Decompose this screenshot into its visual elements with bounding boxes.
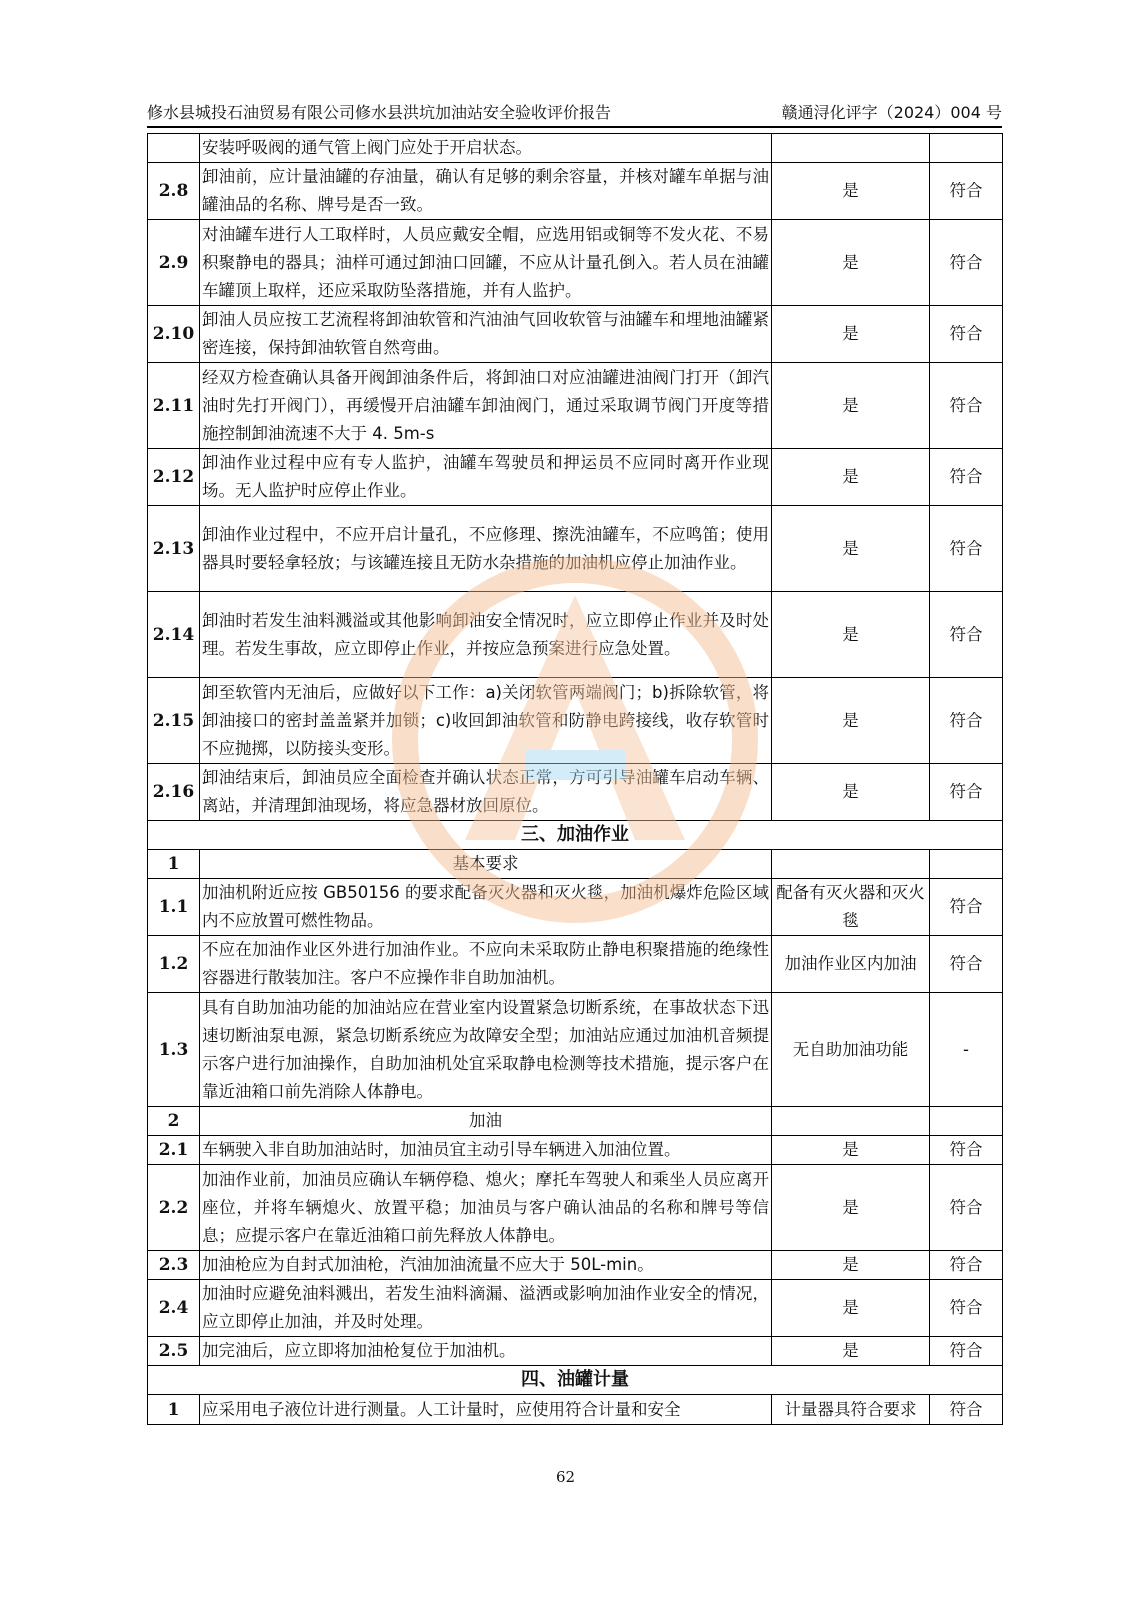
actual-situation: 是 — [772, 220, 930, 306]
item-number: 1.3 — [148, 993, 200, 1107]
item-number: 2.5 — [148, 1337, 200, 1366]
check-result: - — [930, 993, 1003, 1107]
table-row — [148, 306, 1003, 363]
item-number: 1 — [148, 850, 200, 879]
item-number: 2.15 — [148, 678, 200, 764]
requirement-text: 应采用电子液位计进行测量。人工计量时，应使用符合计量和安全 — [200, 1395, 772, 1425]
table-row — [148, 163, 1003, 220]
table-row — [148, 936, 1003, 993]
table-row — [148, 993, 1003, 1107]
actual-situation: 是 — [772, 506, 930, 592]
table-row — [148, 1251, 1003, 1280]
actual-situation: 是 — [772, 678, 930, 764]
item-number: 2.11 — [148, 363, 200, 449]
table-row — [148, 1395, 1003, 1425]
actual-situation: 是 — [772, 1280, 930, 1337]
requirement-text: 卸油作业过程中，不应开启计量孔，不应修理、擦洗油罐车，不应鸣笛；使用器具时要轻拿轻放；与该罐连接且无防水杂措施的加油机应停止加油作业。 — [200, 506, 772, 592]
actual-situation: 计量器具符合要求 — [772, 1395, 930, 1425]
requirement-text: 加油枪应为自封式加油枪，汽油加油流量不应大于 50L-min。 — [200, 1251, 772, 1280]
check-result: 符合 — [930, 1280, 1003, 1337]
item-number: 2.8 — [148, 163, 200, 220]
actual-situation — [772, 850, 930, 879]
requirement-text: 卸油前，应计量油罐的存油量，确认有足够的剩余容量，并核对罐车单据与油罐油品的名称、牌号是否一致。 — [200, 163, 772, 220]
table-row — [148, 449, 1003, 506]
requirement-text: 经双方检查确认具备开阀卸油条件后，将卸油口对应油罐进油阀门打开（卸汽油时先打开阀门），再缓慢开启油罐车卸油阀门，通过采取调节阀门开度等措施控制卸油流速不大于 4. 5m-s — [200, 363, 772, 449]
check-result: 符合 — [930, 506, 1003, 592]
subsection-title: 基本要求 — [200, 850, 772, 879]
item-number — [148, 134, 200, 163]
table-row — [148, 678, 1003, 764]
actual-situation: 配备有灭火器和灭火毯 — [772, 879, 930, 936]
table-row — [148, 592, 1003, 678]
report-number: 赣通浔化评字（2024）004 号 — [781, 103, 1002, 122]
table-row — [148, 1280, 1003, 1337]
subsection-row — [148, 1107, 1003, 1136]
requirement-text: 安装呼吸阀的通气管上阀门应处于开启状态。 — [200, 134, 772, 163]
item-number: 1.2 — [148, 936, 200, 993]
item-number: 2.3 — [148, 1251, 200, 1280]
page-number: 62 — [555, 1468, 576, 1486]
actual-situation — [772, 134, 930, 163]
table-row — [148, 363, 1003, 449]
requirement-text: 加油时应避免油料溅出，若发生油料滴漏、溢洒或影响加油作业安全的情况，应立即停止加油，并及时处理。 — [200, 1280, 772, 1337]
actual-situation: 是 — [772, 764, 930, 821]
requirement-text: 加油机附近应按 GB50156 的要求配备灭火器和灭火毯，加油机爆炸危险区域内不应放置可燃性物品。 — [200, 879, 772, 936]
actual-situation: 是 — [772, 1136, 930, 1165]
check-result: 符合 — [930, 449, 1003, 506]
item-number: 2.12 — [148, 449, 200, 506]
check-result: 符合 — [930, 1251, 1003, 1280]
requirement-text: 卸油结束后，卸油员应全面检查并确认状态正常，方可引导油罐车启动车辆、离站，并清理卸油现场，将应急器材放回原位。 — [200, 764, 772, 821]
report-title: 修水县城投石油贸易有限公司修水县洪坑加油站安全验收评价报告 — [147, 103, 612, 122]
requirement-text: 卸至软管内无油后，应做好以下工作：a)关闭软管两端阀门；b)拆除软管，将卸油接口的密封盖盖紧并加锁；c)收回卸油软管和防静电跨接线，收存软管时不应抛掷，以防接头变形。 — [200, 678, 772, 764]
section-title: 三、加油作业 — [148, 821, 1003, 850]
check-result: 符合 — [930, 220, 1003, 306]
actual-situation — [772, 1107, 930, 1136]
check-result: 符合 — [930, 1136, 1003, 1165]
table-row — [148, 1165, 1003, 1251]
actual-situation: 是 — [772, 363, 930, 449]
table-row — [148, 506, 1003, 592]
check-result — [930, 850, 1003, 879]
check-result: 符合 — [930, 678, 1003, 764]
item-number: 2.1 — [148, 1136, 200, 1165]
actual-situation: 是 — [772, 1165, 930, 1251]
actual-situation: 是 — [772, 1251, 930, 1280]
check-result: 符合 — [930, 363, 1003, 449]
actual-situation: 无自助加油功能 — [772, 993, 930, 1107]
item-number: 1.1 — [148, 879, 200, 936]
check-result: 符合 — [930, 764, 1003, 821]
requirement-text: 车辆驶入非自助加油站时，加油员宜主动引导车辆进入加油位置。 — [200, 1136, 772, 1165]
requirement-text: 加完油后，应立即将加油枪复位于加油机。 — [200, 1337, 772, 1366]
table-row — [148, 134, 1003, 163]
actual-situation: 是 — [772, 1337, 930, 1366]
check-result: 符合 — [930, 163, 1003, 220]
actual-situation: 加油作业区内加油 — [772, 936, 930, 993]
requirement-text: 具有自助加油功能的加油站应在营业室内设置紧急切断系统，在事故状态下迅速切断油泵电源，紧急切断系统应为故障安全型；加油站应通过加油机音频提示客户进行加油操作，自助加油机处宜采取静电检测等技术措施，提示客户在靠近油箱口前先消除人体静电。 — [200, 993, 772, 1107]
check-result: 符合 — [930, 879, 1003, 936]
section-row — [148, 821, 1003, 850]
requirement-text: 对油罐车进行人工取样时，人员应戴安全帽，应选用铝或铜等不发火花、不易积聚静电的器具；油样可通过卸油口回罐，不应从计量孔倒入。若人员在油罐车罐顶上取样，还应采取防坠落措施，并有人监护。 — [200, 220, 772, 306]
item-number: 2 — [148, 1107, 200, 1136]
actual-situation: 是 — [772, 449, 930, 506]
table-row — [148, 220, 1003, 306]
requirement-text: 不应在加油作业区外进行加油作业。不应向未采取防止静电积聚措施的绝缘性容器进行散装加注。客户不应操作非自助加油机。 — [200, 936, 772, 993]
check-result: 符合 — [930, 1395, 1003, 1425]
check-result: 符合 — [930, 936, 1003, 993]
item-number: 2.14 — [148, 592, 200, 678]
check-result: 符合 — [930, 306, 1003, 363]
item-number: 2.2 — [148, 1165, 200, 1251]
requirement-text: 卸油时若发生油料溅溢或其他影响卸油安全情况时，应立即停止作业并及时处理。若发生事故，应立即停止作业，并按应急预案进行应急处置。 — [200, 592, 772, 678]
table-row — [148, 1337, 1003, 1366]
requirement-text: 加油作业前，加油员应确认车辆停稳、熄火；摩托车驾驶人和乘坐人员应离开座位，并将车辆熄火、放置平稳；加油员与客户确认油品的名称和牌号等信息；应提示客户在靠近油箱口前先释放人体静电。 — [200, 1165, 772, 1251]
requirement-text: 卸油作业过程中应有专人监护，油罐车驾驶员和押运员不应同时离开作业现场。无人监护时应停止作业。 — [200, 449, 772, 506]
actual-situation: 是 — [772, 306, 930, 363]
item-number: 2.16 — [148, 764, 200, 821]
section-row — [148, 1366, 1003, 1395]
item-number: 1 — [148, 1395, 200, 1425]
inspection-table — [147, 133, 1003, 1425]
check-result — [930, 134, 1003, 163]
item-number: 2.10 — [148, 306, 200, 363]
table-row — [148, 879, 1003, 936]
check-result — [930, 1107, 1003, 1136]
item-number: 2.13 — [148, 506, 200, 592]
table-row — [148, 1136, 1003, 1165]
requirement-text: 卸油人员应按工艺流程将卸油软管和汽油油气回收软管与油罐车和埋地油罐紧密连接，保持卸油软管自然弯曲。 — [200, 306, 772, 363]
subsection-title: 加油 — [200, 1107, 772, 1136]
table-row — [148, 764, 1003, 821]
section-title: 四、油罐计量 — [148, 1366, 1003, 1395]
check-result: 符合 — [930, 1165, 1003, 1251]
item-number: 2.4 — [148, 1280, 200, 1337]
actual-situation: 是 — [772, 163, 930, 220]
check-result: 符合 — [930, 592, 1003, 678]
item-number: 2.9 — [148, 220, 200, 306]
page-header — [147, 98, 1002, 128]
subsection-row — [148, 850, 1003, 879]
check-result: 符合 — [930, 1337, 1003, 1366]
inspection-table-body — [148, 134, 1003, 1425]
actual-situation: 是 — [772, 592, 930, 678]
